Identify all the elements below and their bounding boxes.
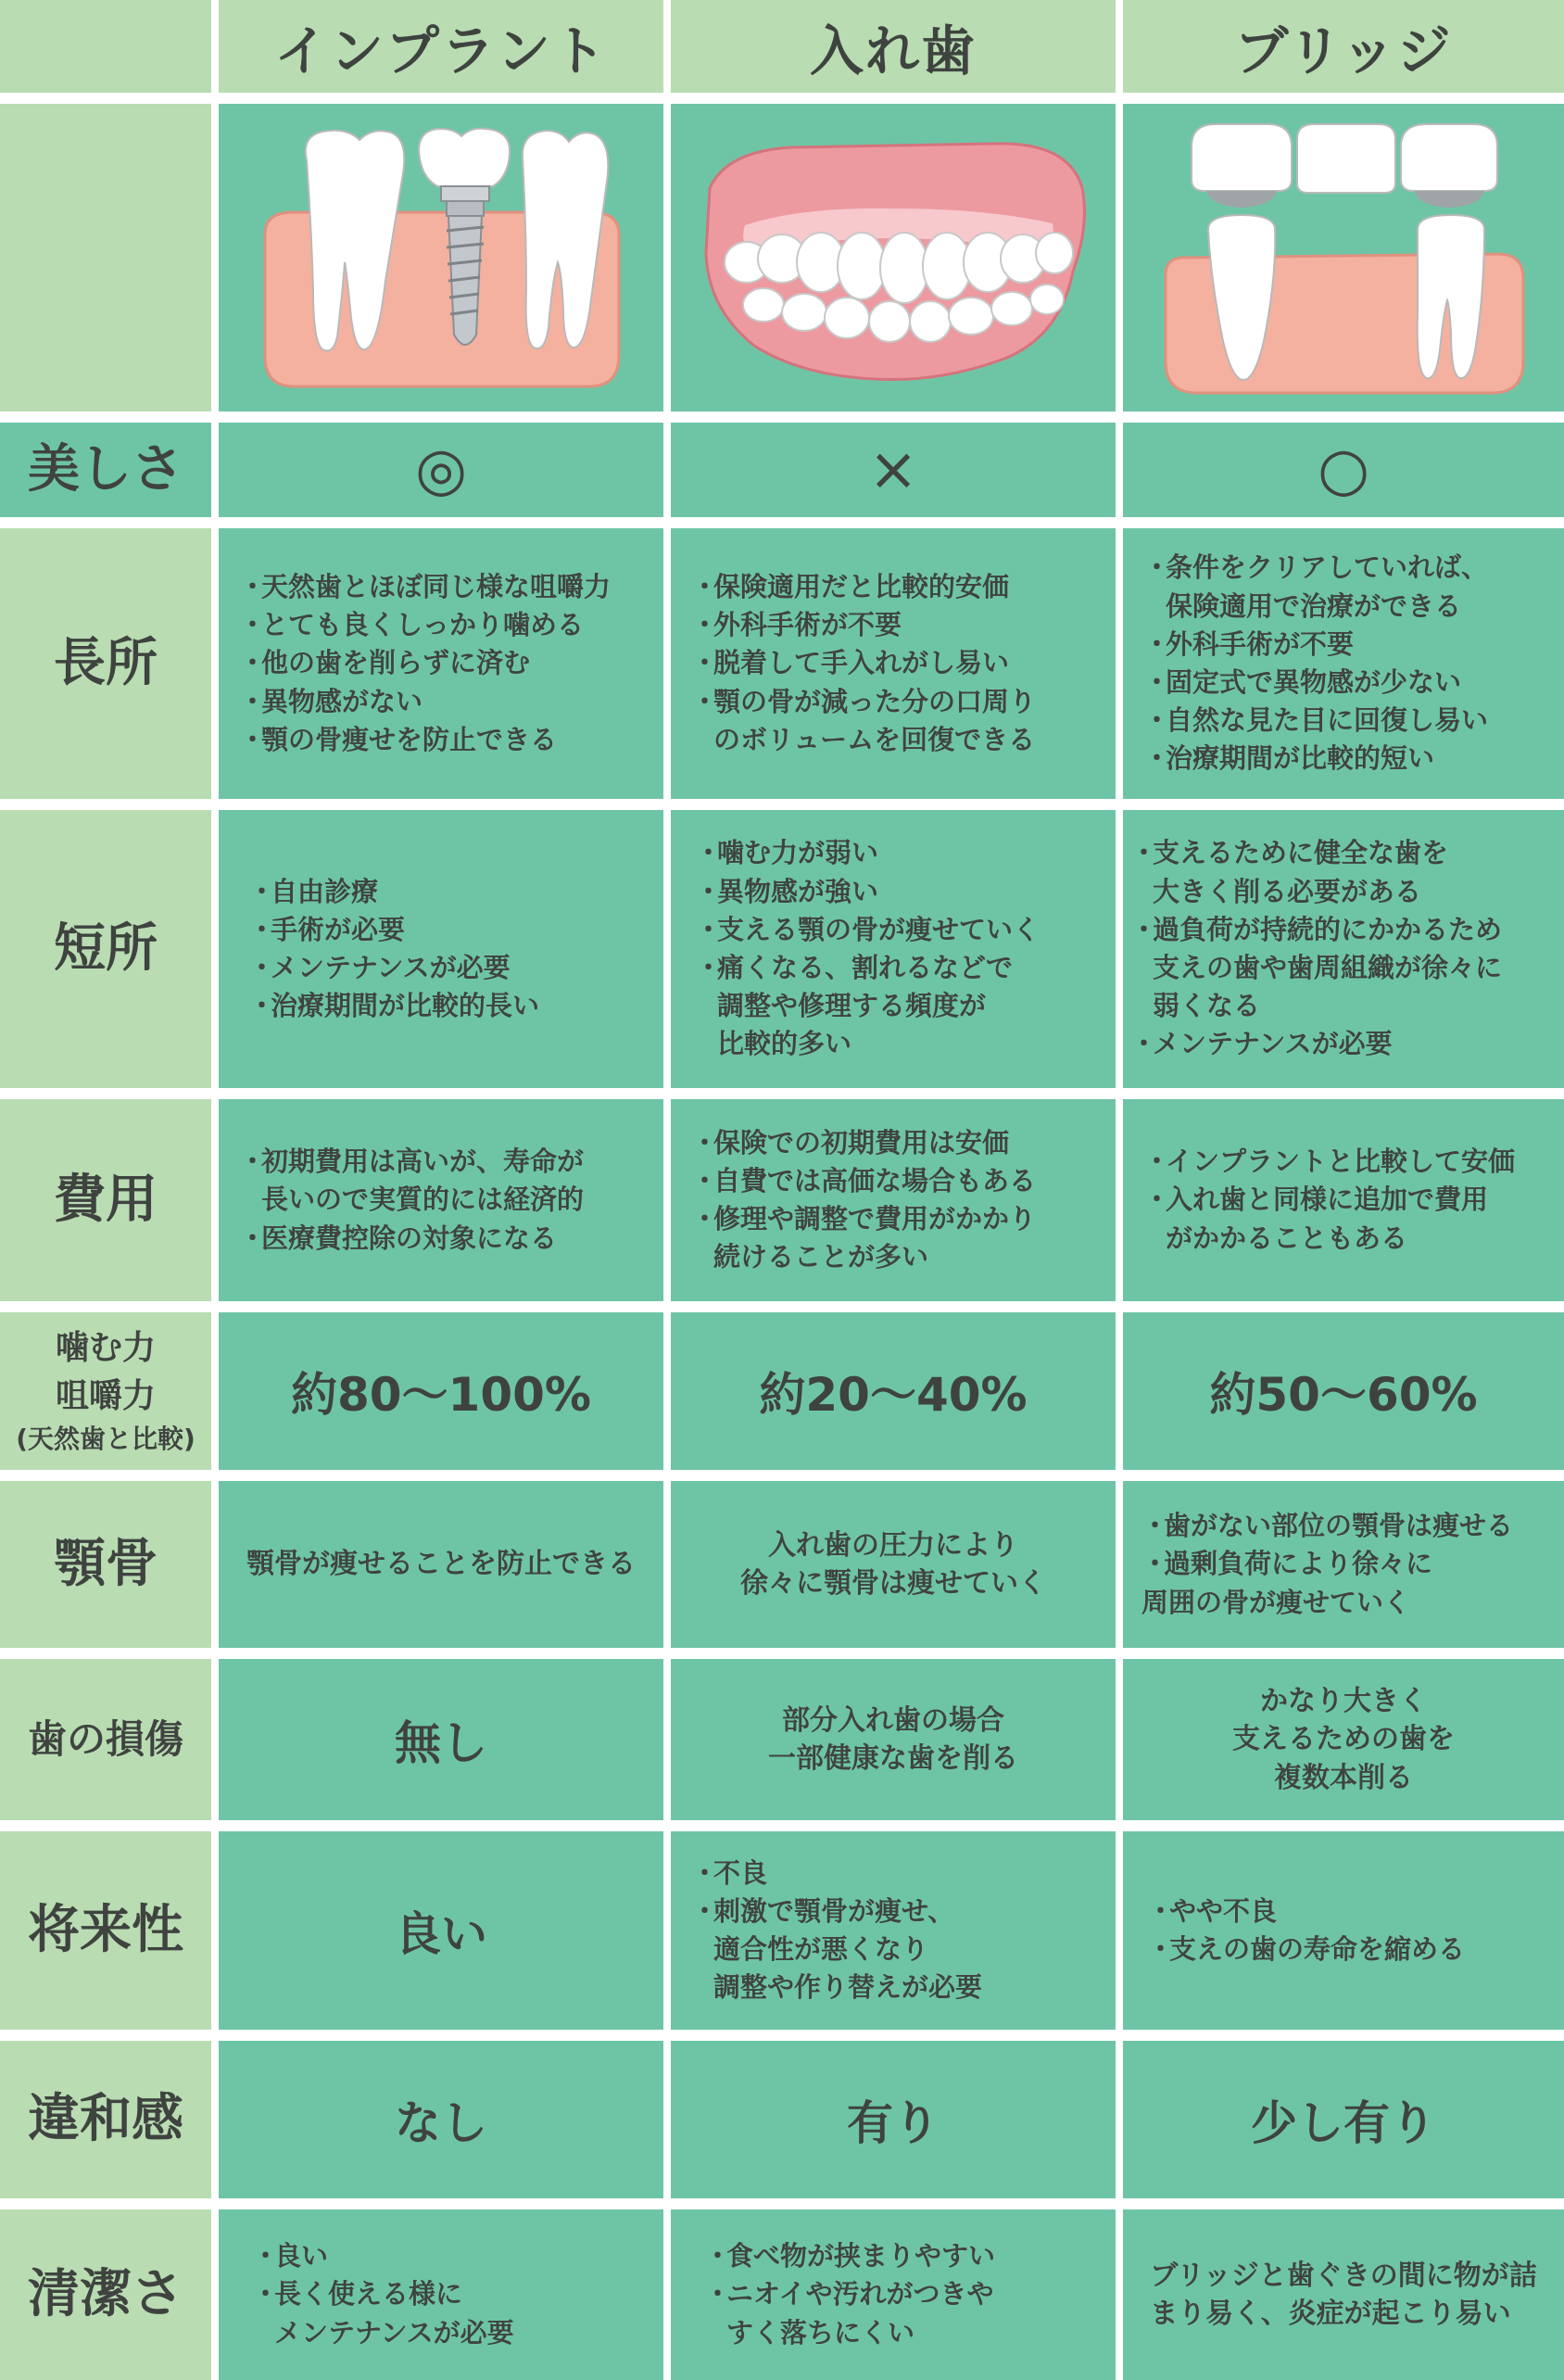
bite-bridge: 約50～60% xyxy=(1123,1312,1564,1470)
row-label-beauty: 美しさ xyxy=(0,423,211,517)
tooth-damage-implant: 無し xyxy=(219,1659,663,1820)
row-label-bite-line2: 咀嚼力 xyxy=(55,1376,156,1415)
list-item: ・ 不良 xyxy=(691,1855,982,1893)
list-item: ・ やや不良 xyxy=(1147,1893,1465,1931)
future-denture xyxy=(671,1831,1116,2030)
list-item: ・ ニオイや汚れがつきや すく落ちにくい xyxy=(704,2275,995,2351)
header-bridge: ブリッジ xyxy=(1123,0,1564,93)
list-item: ・ 脱着して手入れがし易い xyxy=(691,644,1036,682)
list-item: ・ 支える顎の骨が痩せていく xyxy=(695,911,1040,949)
tooth-damage-denture-text: 部分入れ歯の場合 一部健康な歯を削る xyxy=(768,1703,1018,1775)
discomfort-bridge: 少し有り xyxy=(1123,2041,1564,2198)
future-bridge xyxy=(1123,1831,1564,2030)
list-item: ・ 条件をクリアしていれば、 保険適用で治療ができる xyxy=(1143,549,1488,625)
list-item: ・ 刺激で顎骨が痩せ、 適合性が悪くなり 調整や作り替えが必要 xyxy=(691,1893,982,2007)
list-item: ・ 噛む力が弱い xyxy=(695,834,1040,872)
list-item: ・ 過負荷が持続的にかかるため 支えの歯や歯周組織が徐々に 弱くなる xyxy=(1130,911,1502,1026)
list-item: ・ 支えるために健全な歯を 大きく削る必要がある xyxy=(1130,834,1502,910)
illustration-label-cell xyxy=(0,104,211,411)
cleanliness-implant xyxy=(219,2209,663,2380)
denture-illustration xyxy=(671,104,1116,411)
beauty-implant: ◎ xyxy=(219,423,663,517)
discomfort-implant: なし xyxy=(219,2041,663,2198)
header-denture: 入れ歯 xyxy=(671,0,1116,93)
cost-bridge xyxy=(1123,1099,1564,1301)
bite-denture: 約20～40% xyxy=(671,1312,1116,1470)
list-item: ・ 異物感が強い xyxy=(695,873,1040,911)
list-item: ・ インプラントと比較して安価 xyxy=(1143,1143,1515,1181)
list-item: ・ 保険での初期費用は安価 xyxy=(691,1124,1036,1162)
cleanliness-denture xyxy=(671,2209,1116,2380)
list-item: ・ 手術が必要 xyxy=(248,911,539,949)
cleanliness-bridge-text: ブリッジと歯ぐきの間に物が詰 まり易く、炎症が起こり易い xyxy=(1150,2259,1537,2330)
list-item: ・ 顎の骨痩せを防止できる xyxy=(239,721,611,759)
tooth-damage-denture xyxy=(671,1659,1116,1820)
list-item: ・ 食べ物が挟まりやすい xyxy=(704,2237,995,2275)
list-item: ・ 初期費用は高いが、寿命が 長いので実質的には経済的 xyxy=(239,1143,584,1219)
beauty-bridge: ○ xyxy=(1123,423,1564,517)
tooth-damage-bridge xyxy=(1123,1659,1564,1820)
list-item: ・ 医療費控除の対象になる xyxy=(239,1220,584,1258)
merits-denture xyxy=(671,528,1116,799)
list-item: ・ 過剰負荷により徐々に xyxy=(1141,1545,1513,1583)
list-item: ・ 歯がない部位の顎骨は痩せる xyxy=(1141,1507,1513,1545)
discomfort-denture: 有り xyxy=(671,2041,1116,2198)
list-item: ・ メンテナンスが必要 xyxy=(1130,1025,1502,1063)
merits-bridge xyxy=(1123,528,1564,799)
list-item: ・ 自由診療 xyxy=(248,873,539,911)
row-label-future: 将来性 xyxy=(0,1831,211,2030)
list-item: ・ 天然歯とほぼ同じ様な咀嚼力 xyxy=(239,568,611,606)
beauty-denture: × xyxy=(671,423,1116,517)
list-item: ・ とても良くしっかり噛める xyxy=(239,606,611,644)
cleanliness-bridge xyxy=(1123,2209,1564,2380)
bite-implant: 約80～100% xyxy=(219,1312,663,1470)
list-item: ・ 他の歯を削らずに済む xyxy=(239,644,611,682)
row-label-jawbone: 顎骨 xyxy=(0,1481,211,1648)
list-item: ・ 顎の骨が減った分の口周り のボリュームを回復できる xyxy=(691,683,1036,759)
jawbone-implant xyxy=(219,1481,663,1648)
list-item: ・ 保険適用だと比較的安価 xyxy=(691,568,1036,606)
demerits-implant xyxy=(219,810,663,1088)
row-label-discomfort: 違和感 xyxy=(0,2041,211,2198)
list-item: ・ 自費では高価な場合もある xyxy=(691,1162,1036,1200)
list-item: ・ 入れ歯と同様に追加で費用 がかかることもある xyxy=(1143,1181,1515,1257)
row-label-demerits: 短所 xyxy=(0,810,211,1088)
row-label-tooth-damage: 歯の損傷 xyxy=(0,1659,211,1820)
list-item: ・ メンテナンスが必要 xyxy=(248,949,539,987)
jawbone-bridge-extra: 周囲の骨が痩せていく xyxy=(1141,1586,1411,1618)
list-item: ・ 固定式で異物感が少ない xyxy=(1143,664,1488,702)
list-item: ・ 修理や調整で費用がかかり 続けることが多い xyxy=(691,1200,1036,1276)
list-item: ・ 自然な見た目に回復し易い xyxy=(1143,702,1488,740)
cost-implant xyxy=(219,1099,663,1301)
row-label-bite-note: (天然歯と比較) xyxy=(16,1423,196,1454)
jawbone-bridge xyxy=(1123,1481,1564,1648)
jawbone-denture-text: 入れ歯の圧力により 徐々に顎骨は痩せていく xyxy=(740,1528,1046,1600)
row-label-bite xyxy=(0,1312,211,1470)
list-item: ・ 外科手術が不要 xyxy=(1143,626,1488,664)
implant-illustration xyxy=(219,104,663,411)
row-label-cost: 費用 xyxy=(0,1099,211,1301)
corner-cell xyxy=(0,0,211,93)
merits-implant xyxy=(219,528,663,799)
header-implant: インプラント xyxy=(219,0,663,93)
row-label-bite-line1: 噛む力 xyxy=(55,1328,156,1367)
jawbone-denture xyxy=(671,1481,1116,1648)
demerits-denture xyxy=(671,810,1116,1088)
list-item: ・ 治療期間が比較的短い xyxy=(1143,740,1488,778)
cost-denture xyxy=(671,1099,1116,1301)
list-item: ・ 外科手術が不要 xyxy=(691,606,1036,644)
jawbone-implant-text: 顎骨が痩せることを防止できる xyxy=(246,1548,636,1581)
future-implant: 良い xyxy=(219,1831,663,2030)
list-item: ・ 痛くなる、割れるなどで 調整や修理する頻度が 比較的多い xyxy=(695,949,1040,1064)
row-label-cleanliness: 清潔さ xyxy=(0,2209,211,2380)
list-item: ・ 異物感がない xyxy=(239,683,611,721)
list-item: ・ 支えの歯の寿命を縮める xyxy=(1147,1931,1465,1969)
list-item: ・ 良い xyxy=(252,2237,514,2275)
list-item: ・ 長く使える様に メンテナンスが必要 xyxy=(252,2275,514,2351)
demerits-bridge xyxy=(1123,810,1564,1088)
list-item: ・ 治療期間が比較的長い xyxy=(248,987,539,1025)
tooth-damage-bridge-text: かなり大きく 支えるための歯を 複数本削る xyxy=(1232,1684,1455,1794)
row-label-merits: 長所 xyxy=(0,528,211,799)
bridge-illustration xyxy=(1123,104,1564,411)
